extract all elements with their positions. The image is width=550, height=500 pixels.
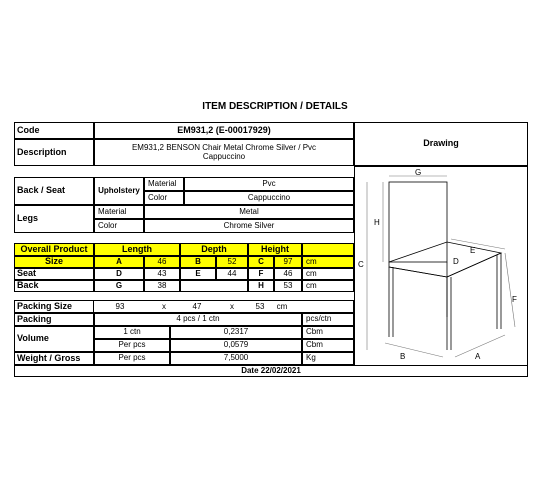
legs-material-label: Material xyxy=(94,205,144,219)
packing-size-width: 47 xyxy=(192,302,202,311)
bs-material-value: Pvc xyxy=(184,177,354,191)
packing-label: Packing xyxy=(14,313,94,326)
overall-label-1: Overall Product xyxy=(14,243,94,256)
packing-size-height: 53 xyxy=(255,302,265,311)
seat-f-letter: F xyxy=(248,268,274,280)
drawing-letter-a: A xyxy=(475,352,481,361)
overall-a-value: 46 xyxy=(144,256,180,268)
drawing-letter-g: G xyxy=(415,168,422,177)
seat-label: Seat xyxy=(14,268,94,280)
bs-material-label: Material xyxy=(144,177,184,191)
legs-color-value: Chrome Silver xyxy=(144,219,354,233)
back-g-letter: G xyxy=(94,280,144,292)
seat-d-letter: D xyxy=(94,268,144,280)
code-value: EM931,2 (E-00017929) xyxy=(94,122,354,139)
legs-material-value: Metal xyxy=(144,205,354,219)
drawing-letter-f: F xyxy=(512,295,517,304)
weight-per-label: Per pcs xyxy=(94,352,170,365)
drawing-header: Drawing xyxy=(354,122,528,166)
drawing-letter-d: D xyxy=(453,257,459,266)
page-title: ITEM DESCRIPTION / DETAILS xyxy=(202,101,348,112)
seat-f-value: 46 xyxy=(274,268,302,280)
volume-row1-label: 1 ctn xyxy=(94,326,170,339)
back-g-value: 38 xyxy=(144,280,180,292)
bs-color-value: Cappuccino xyxy=(184,191,354,205)
packing-size-x1: x xyxy=(162,302,166,311)
overall-a-letter: A xyxy=(94,256,144,268)
back-h-letter: H xyxy=(248,280,274,292)
packing-size-length: 93 xyxy=(115,302,125,311)
weight-label: Weight / Gross xyxy=(14,352,94,365)
bs-color-label: Color xyxy=(144,191,184,205)
weight-value: 7,5000 xyxy=(170,352,302,365)
back-unit: cm xyxy=(302,280,354,292)
depth-header: Depth xyxy=(180,243,248,256)
packing-size-label: Packing Size xyxy=(14,300,94,313)
drawing-letter-h: H xyxy=(374,218,380,227)
length-header: Length xyxy=(94,243,180,256)
legs-color-label: Color xyxy=(94,219,144,233)
height-header: Height xyxy=(248,243,302,256)
overall-unit: cm xyxy=(302,256,354,268)
chair-drawing xyxy=(355,167,527,365)
packing-unit: pcs/ctn xyxy=(302,313,354,326)
back-label: Back xyxy=(14,280,94,292)
overall-b-value: 52 xyxy=(216,256,248,268)
packing-size-row xyxy=(94,300,354,313)
volume-row2-label: Per pcs xyxy=(94,339,170,352)
overall-c-letter: C xyxy=(248,256,274,268)
drawing-letter-c: C xyxy=(358,260,364,269)
weight-unit: Kg xyxy=(302,352,354,365)
seat-d-value: 43 xyxy=(144,268,180,280)
seat-e-value: 44 xyxy=(216,268,248,280)
packing-size-unit: cm xyxy=(276,302,288,311)
overall-label-2: Size xyxy=(14,256,94,268)
back-seat-label: Back / Seat xyxy=(14,177,94,205)
packing-size-x2: x xyxy=(230,302,234,311)
overall-c-value: 97 xyxy=(274,256,302,268)
description-value: EM931,2 BENSON Chair Metal Chrome Silver / Pvc Cappuccino xyxy=(94,139,354,166)
drawing-letter-e: E xyxy=(470,246,476,255)
description-label: Description xyxy=(14,139,94,166)
back-blank xyxy=(180,280,248,292)
overall-header-blank xyxy=(302,243,354,256)
back-h-value: 53 xyxy=(274,280,302,292)
volume-row2-unit: Cbm xyxy=(302,339,354,352)
drawing-letter-b: B xyxy=(400,352,406,361)
upholstery-label: Upholstery xyxy=(94,177,144,205)
volume-row1-value: 0,2317 xyxy=(170,326,302,339)
volume-label: Volume xyxy=(14,326,94,352)
date-row: Date 22/02/2021 xyxy=(14,365,528,377)
seat-unit: cm xyxy=(302,268,354,280)
code-label: Code xyxy=(14,122,94,139)
volume-row2-value: 0,0579 xyxy=(170,339,302,352)
packing-value: 4 pcs / 1 ctn xyxy=(94,313,302,326)
volume-row1-unit: Cbm xyxy=(302,326,354,339)
seat-e-letter: E xyxy=(180,268,216,280)
overall-b-letter: B xyxy=(180,256,216,268)
drawing-panel xyxy=(354,166,528,366)
legs-label: Legs xyxy=(14,205,94,233)
